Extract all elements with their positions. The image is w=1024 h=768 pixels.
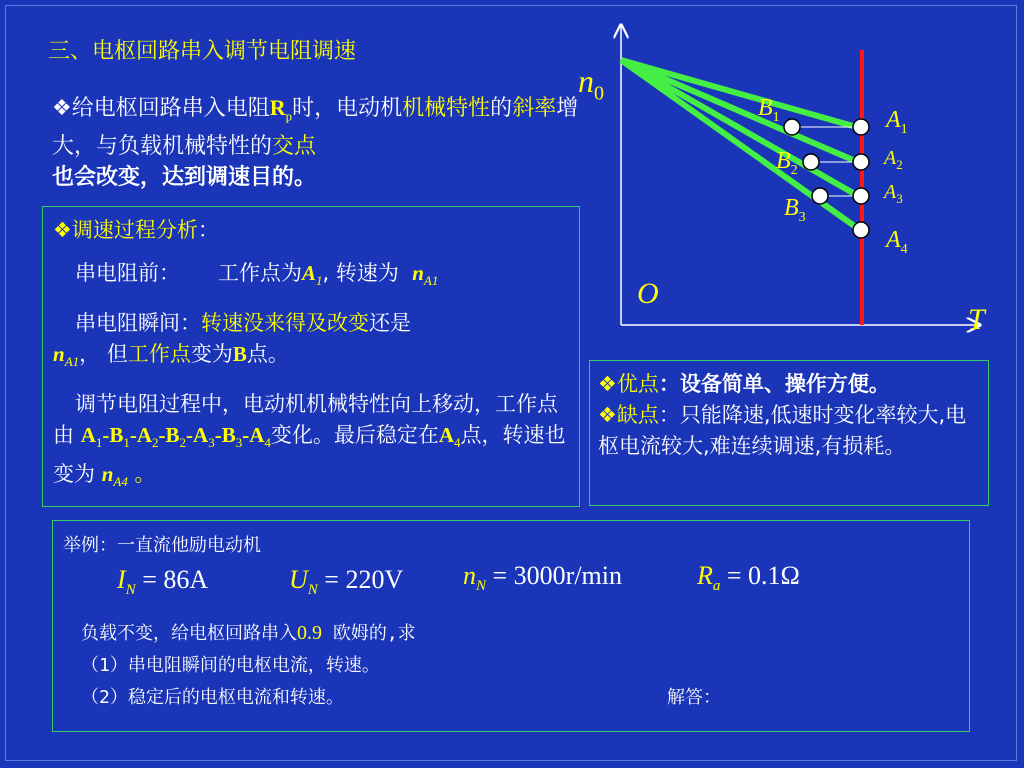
path-symbol: -A [242, 423, 265, 448]
bullet-icon: ❖ [53, 218, 72, 242]
armature-resistance: $R_a = 0.1\Omega$ [697, 561, 800, 595]
line-instant: 串电阻瞬间：转速没来得及改变还是 [75, 311, 411, 336]
path-symbol: -A [129, 423, 153, 448]
path-subscript: 2 [179, 435, 187, 451]
path-subscript: 1 [123, 435, 130, 451]
load-statement: 负载不变，给电枢回路串入0.9 欧姆的,求 [81, 622, 416, 644]
point-b2 [803, 154, 819, 170]
slide-title: 三、电枢回路串入调节电阻调速 [48, 39, 357, 64]
rated-current: $I_N = 86A$ [117, 565, 209, 599]
label-a3: $A_3$ [884, 181, 903, 206]
path-subscript: 3 [208, 435, 215, 451]
pros-cons-box [589, 360, 989, 506]
label-a2: $A_2$ [884, 147, 903, 172]
label-origin: O [637, 277, 659, 310]
label-torque: T [968, 303, 985, 336]
line-adjust: 调节电阻过程中，电动机机械特性向上移动，工作点由 $A_1-B_1-A_2-B_2-A_3-B_3-A_4$变化。最后稳定在$A_4$点，转速也变为 $n_{A4}$ 。 [53, 392, 566, 489]
point-a4 [853, 222, 869, 238]
path-symbol: -B [158, 423, 180, 448]
path-symbol: -A [186, 423, 209, 448]
point-b3 [812, 188, 828, 204]
line-before: 串电阻前： 工作点为$A_1$, 转速为 $n_{A1}$ [75, 261, 439, 289]
process-analysis-box [42, 206, 580, 507]
characteristic-line-1 [621, 60, 860, 128]
path-subscript: 3 [235, 435, 243, 451]
rated-voltage: $U_N = 220V$ [289, 565, 404, 599]
bullet-icon: ❖ [52, 96, 72, 121]
point-a2 [853, 154, 869, 170]
path-symbol: A [80, 423, 96, 448]
path-symbol: -B [214, 423, 236, 448]
example-box [52, 520, 970, 732]
label-b3: $B_3$ [784, 195, 806, 225]
intro-paragraph: ❖给电枢回路串入电阻$R_p$时，电动机机械特性的斜率增大，与负载机械特性的交点 也会改变，达到调速目的。 [52, 95, 579, 191]
cons-line: ❖缺点：只能降速,低速时变化率较大,电枢电流较大,难连续调速,有损耗。 [598, 403, 967, 458]
rated-speed: $n_N = 3000r/\min$ [463, 561, 623, 595]
resistor-symbol: $R_p$ [269, 95, 293, 124]
characteristic-line-3 [621, 60, 860, 197]
point-b1 [784, 119, 800, 135]
question-1: （1）串电阻瞬间的电枢电流，转速。 [81, 655, 380, 676]
example-heading: 举例：一直流他励电动机 [63, 535, 261, 556]
line-instant-cont: $n_{A1}$， 但工作点变为B点。 [53, 342, 289, 370]
label-a1: $A_1$ [886, 107, 908, 137]
point-a3 [853, 188, 869, 204]
path-subscript: 2 [152, 435, 159, 451]
answer-label: 解答： [667, 687, 721, 708]
path-subscript: 4 [264, 435, 271, 451]
pros-line: ❖优点：设备简单、操作方便。 [598, 372, 890, 396]
point-a1 [853, 119, 869, 135]
label-b2: $B_2$ [776, 148, 798, 178]
operating-point-path [80, 423, 271, 451]
mechanical-characteristic-graph [580, 15, 1020, 345]
label-b1: $B_1$ [758, 95, 780, 125]
label-a4: $A_4$ [886, 227, 908, 257]
process-heading: ❖调速过程分析： [53, 218, 219, 242]
path-symbol: -B [102, 423, 124, 448]
question-2: （2）稳定后的电枢电流和转速。 [81, 687, 344, 708]
path-subscript: 1 [95, 435, 103, 451]
label-n0: $n_0$ [578, 63, 604, 105]
